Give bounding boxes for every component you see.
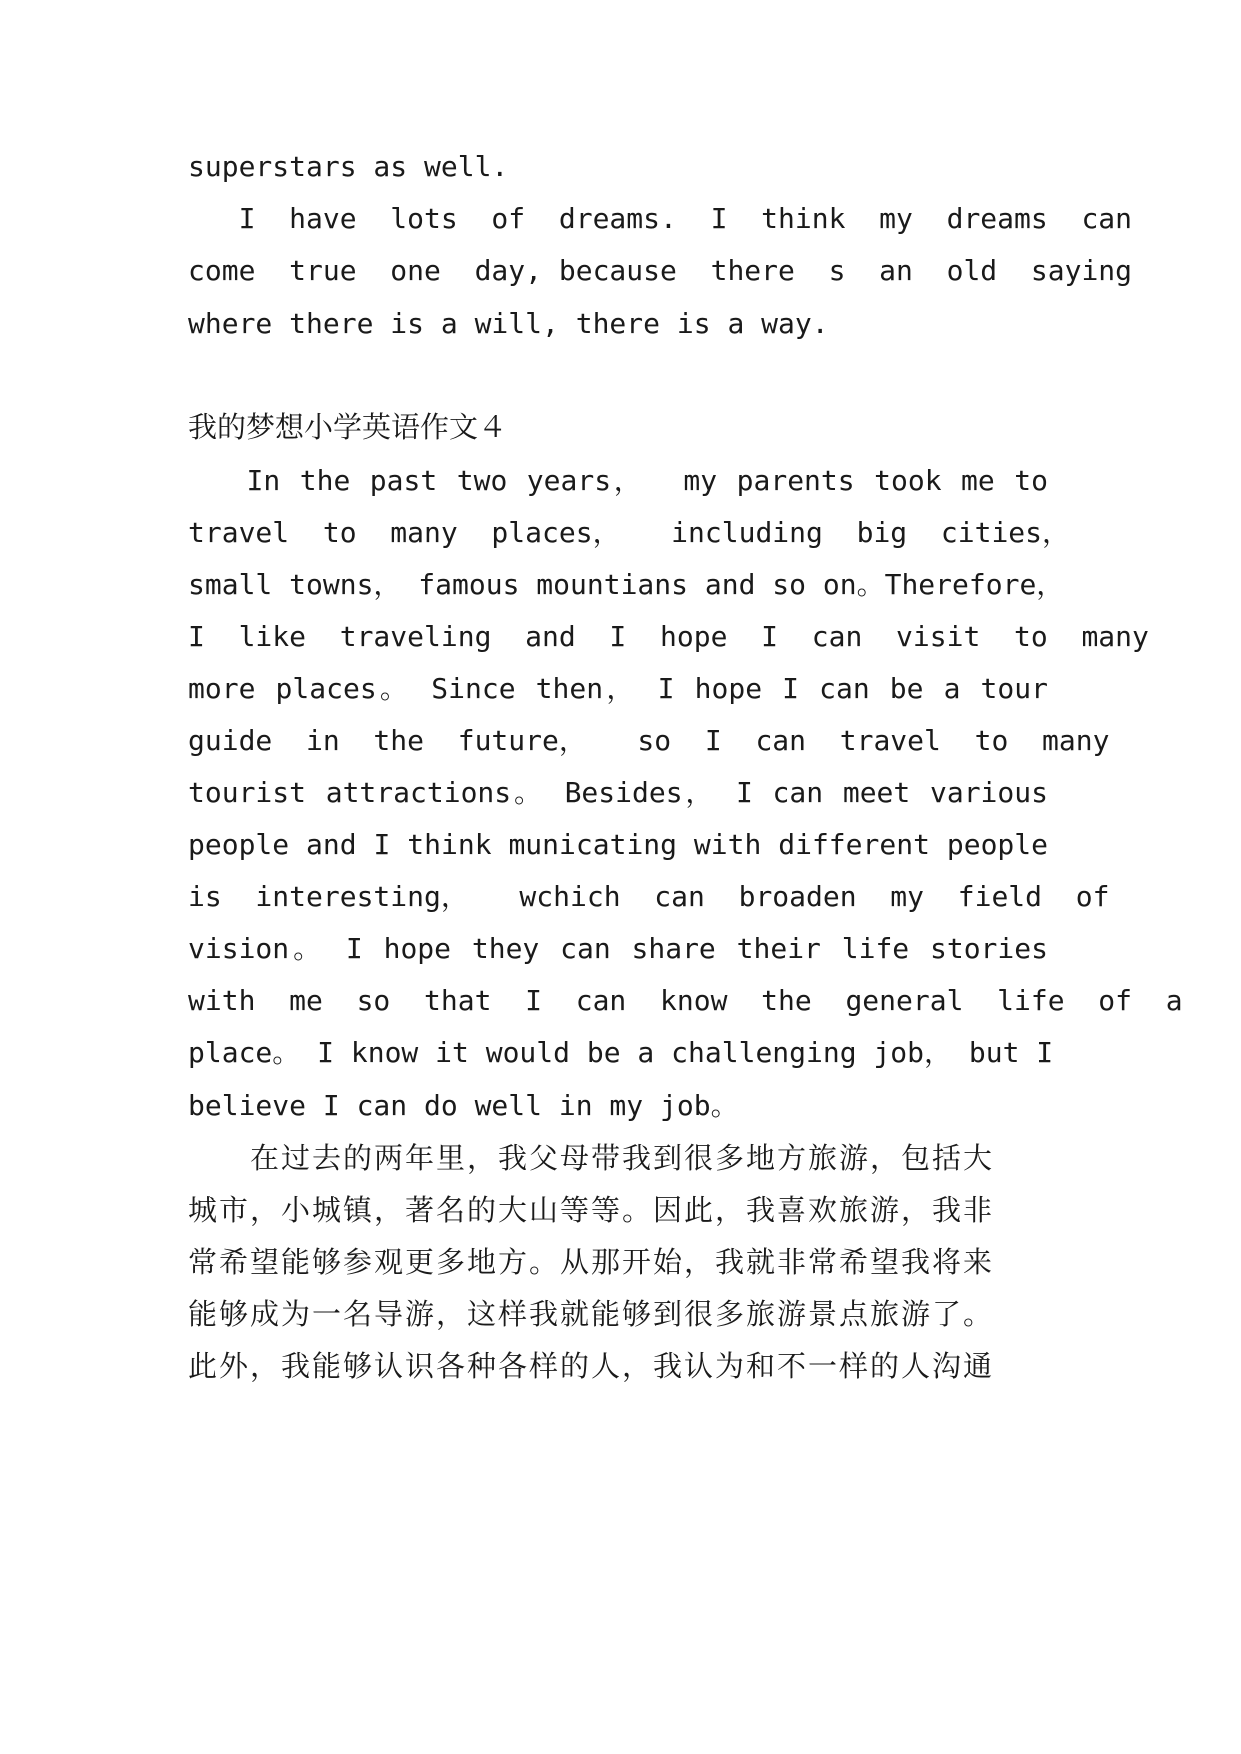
english-paragraph-line: believe I can do well in my job。 bbox=[188, 1089, 739, 1122]
english-paragraph-line: guide in the future， so I can travel to many bbox=[188, 724, 1110, 757]
english-paragraph-line: with me so that I can know the general life of a bbox=[188, 984, 1183, 1017]
dreams-paragraph-line: I have lots of dreams. I think my dreams can bbox=[188, 202, 1133, 235]
section-heading: 我的梦想小学英语作文４ bbox=[188, 410, 508, 444]
chinese-paragraph-line: 城市，小城镇，著名的大山等等。因此，我喜欢旅游，我非 bbox=[188, 1193, 995, 1227]
english-paragraph-line: people and I think municating with different people bbox=[188, 828, 1048, 861]
english-paragraph-line: In the past two years， my parents took me to bbox=[188, 464, 1048, 497]
chinese-paragraph-line: 此外，我能够认识各种各样的人，我认为和不一样的人沟通 bbox=[188, 1349, 995, 1383]
english-paragraph-line: vision。 I hope they can share their life stories bbox=[188, 932, 1048, 965]
english-paragraph-line: is interesting， wchich can broaden my field of bbox=[188, 880, 1110, 913]
english-paragraph-line: more places。 Since then， I hope I can be a tour bbox=[188, 672, 1048, 705]
dreams-paragraph-line: where there is a will, there is a way. bbox=[188, 307, 829, 340]
english-paragraph-line: small towns， famous mountians and so on。Therefore， bbox=[188, 568, 1065, 601]
english-paragraph-line: place。 I know it would be a challenging job， but I bbox=[188, 1036, 1054, 1069]
english-paragraph-line: tourist attractions。 Besides， I can meet various bbox=[188, 776, 1048, 809]
chinese-paragraph-line: 能够成为一名导游，这样我就能够到很多旅游景点旅游了。 bbox=[188, 1297, 995, 1331]
chinese-paragraph-line: 在过去的两年里，我父母带我到很多地方旅游，包括大 bbox=[188, 1141, 995, 1175]
chinese-paragraph-line: 常希望能够参观更多地方。从那开始，我就非常希望我将来 bbox=[188, 1245, 995, 1279]
dreams-paragraph-line: come true one day, because there s an old saying bbox=[188, 254, 1133, 287]
paragraph-end-line: superstars as well. bbox=[188, 150, 509, 183]
english-paragraph-line: I like traveling and I hope I can visit to many bbox=[188, 620, 1149, 653]
english-paragraph-line: travel to many places， including big cities， bbox=[188, 516, 1071, 549]
